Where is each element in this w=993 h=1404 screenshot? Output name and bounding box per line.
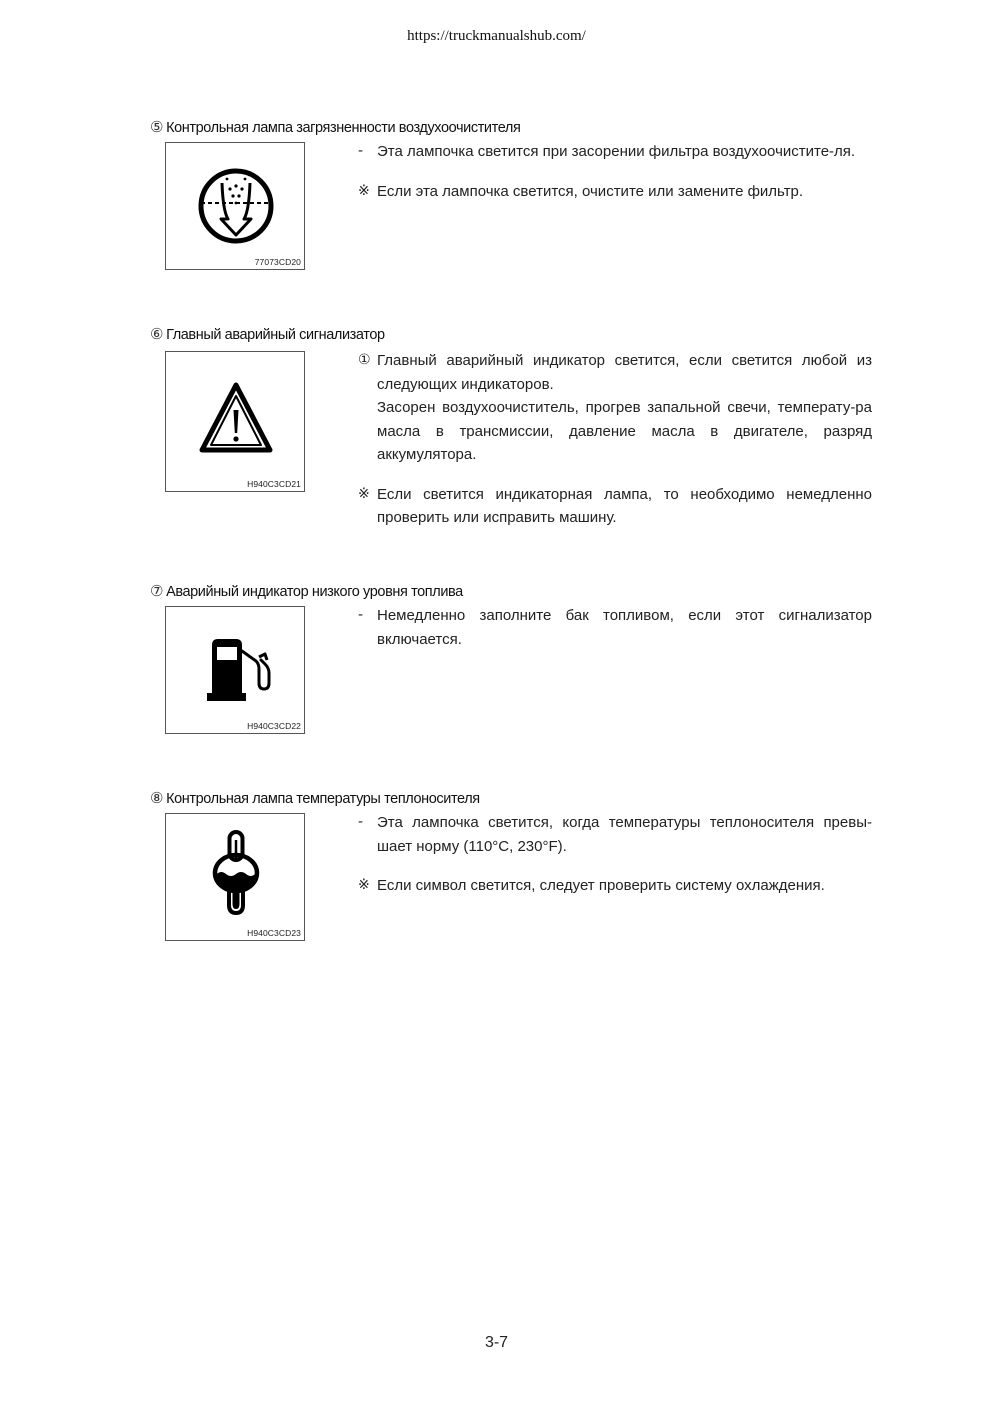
icon-code: H940C3CD21 [247,479,301,489]
paragraph [358,349,872,396]
paragraph-text: Эта лампочка светится при засорении фильтра воздухоочистите-ля. [377,143,856,160]
icon-code: 77073CD20 [254,257,301,267]
icon-box [165,606,305,734]
section-title [150,582,463,600]
paragraph-text: Если светится индикаторная лампа, то необходимо немедленно проверить или исправить машину. [377,485,872,526]
note-marker: ※ [358,182,370,199]
description [358,811,872,898]
section-title-text: Контрольная лампа загрязненности воздухоочистителя [166,120,521,136]
bullet-marker: - [358,143,364,159]
warning-triangle-icon [166,352,306,493]
coolant-temperature-icon [166,814,306,942]
paragraph-text: Немедленно заполните бак топливом, если этот сигнализатор включается. [377,607,872,648]
section-title-text: Аварийный индикатор низкого уровня топлива [166,584,463,600]
section-number: ⑥ [150,325,164,343]
section-title [150,325,385,343]
source-url[interactable]: https://truckmanualshub.com/ [407,28,586,44]
paragraph [358,180,872,204]
paragraph-text: Засорен воздухоочиститель, прогрев запальной свечи, температу-ра масла в трансмиссии, давление масла в двигателе, разряд аккумулятора. [377,399,872,463]
section-title-text: Главный аварийный сигнализатор [166,327,385,343]
description [358,349,872,530]
section-number: ⑧ [150,789,164,807]
bullet-marker: - [358,814,364,830]
paragraph [358,604,872,651]
fuel-pump-icon [166,607,306,735]
section-number: ⑦ [150,582,164,600]
page-number: 3-7 [484,1334,509,1351]
paragraph [358,483,872,530]
icon-code: H940C3CD22 [247,721,301,731]
section-number: ⑤ [150,118,164,136]
paragraph [358,140,872,164]
paragraph-text: Если символ светится, следует проверить систему охлаждения. [377,877,825,894]
section-title-text: Контрольная лампа температуры теплоносителя [166,791,480,807]
paragraph-text: Если эта лампочка светится, очистите или замените фильтр. [377,182,804,200]
air-cleaner-clogged-icon [166,143,306,271]
section-title [150,789,480,807]
paragraph [358,396,872,467]
icon-box [165,142,305,270]
description [358,604,872,651]
icon-box [165,351,305,492]
paragraph-text: Главный аварийный индикатор светится, если светится любой из следующих индикаторов. [377,352,872,393]
description [358,140,872,203]
note-marker: ※ [358,877,370,893]
icon-code: H940C3CD23 [247,928,301,938]
section-title [150,118,520,136]
note-marker: ※ [358,485,370,502]
icon-box [165,813,305,941]
bullet-marker: - [358,607,364,623]
paragraph [358,811,872,858]
paragraph [358,874,872,898]
number-marker: ① [358,352,371,368]
paragraph-text: Эта лампочка светится, когда температуры теплоносителя превы-шает норму (110°C, 230°F). [377,814,872,855]
